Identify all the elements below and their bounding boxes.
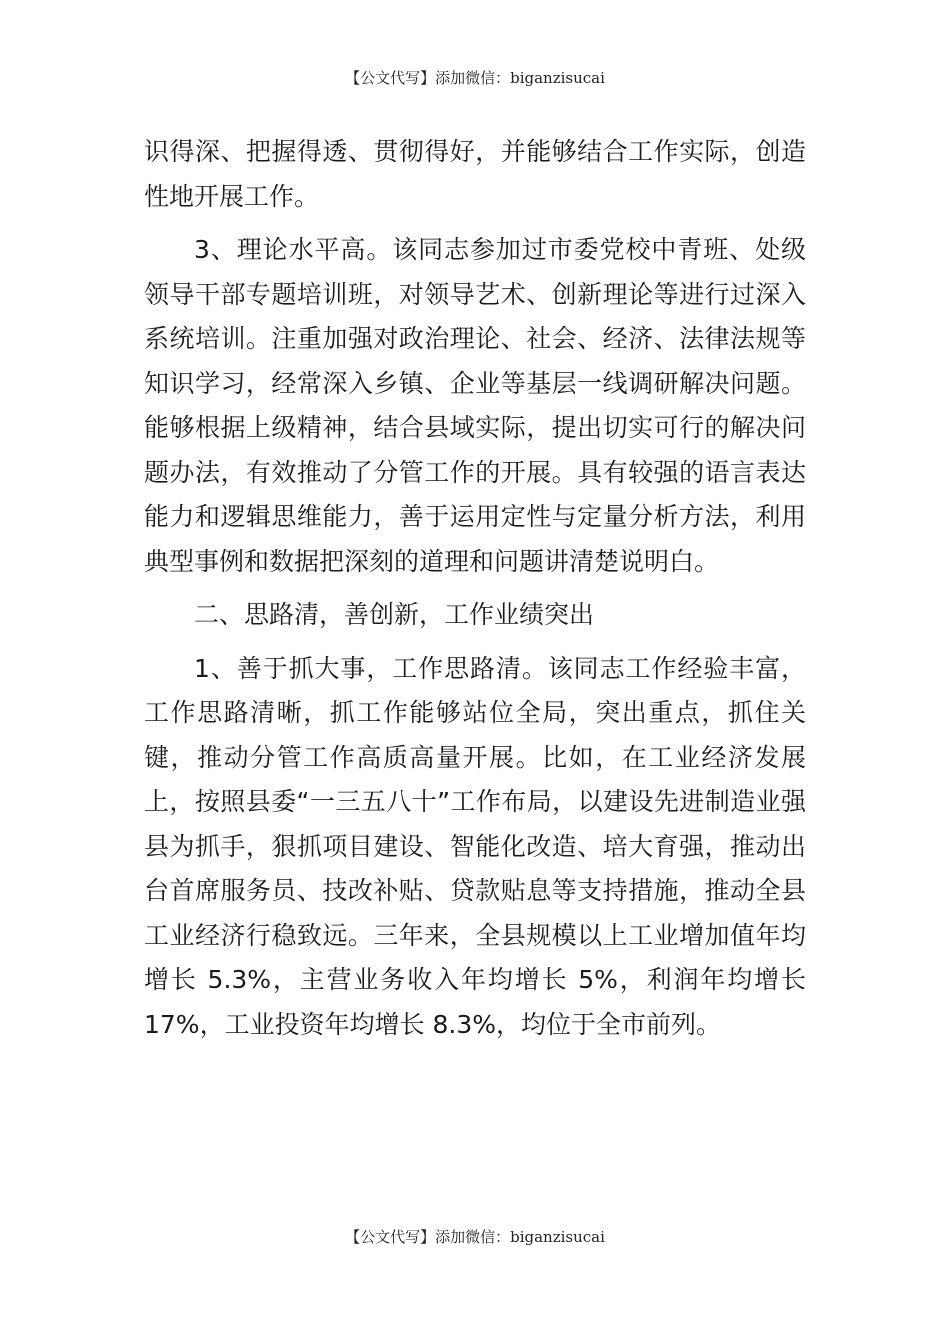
document-body [144,130,806,1056]
section-heading-two: 二、思路清，善创新，工作业绩突出 [194,600,595,629]
page-footer-watermark: 【公文代写】添加微信：biganzisucai [345,1228,605,1246]
paragraph-theory-level: 3、理论水平高。该同志参加过市委党校中青班、处级领导干部专题培训班，对领导艺术、创新理论等进行过深入系统培训。注重加强对政治理论、社会、经济、法律法规等知识学习，经常深入乡镇、企业等基层一线调研解决问题。能够根据上级精神，结合县域实际，提出切实可行的解决问题办法，有效推动了分管工作的开展。具有较强的语言表达能力和逻辑思维能力，善于运用定性与定量分析方法，利用典型事例和数据把深刻的道理和问题讲清楚说明白。 [144,235,806,576]
paragraph-continued: 识得深、把握得透、贯彻得好，并能够结合工作实际，创造性地开展工作。 [144,137,806,211]
paragraph-work-ideas: 1、善于抓大事，工作思路清。该同志工作经验丰富，工作思路清晰，抓工作能够站位全局，突出重点，抓住关键，推动分管工作高质高量开展。比如，在工业经济发展上，按照县委“一三五八十”工作布局，以建设先进制造业强县为抓手，狠抓项目建设、智能化改造、培大育强，推动出台首席服务员、技改补贴、贷款贴息等支持措施，推动全县工业经济行稳致远。三年来，全县规模以上工业增加值年均增长 5.3%，主营业务收入年均增长 5%，利润年均增长 17%，工业投资年均增长 8.3%，均位于全市前列。 [144,653,806,1039]
page-header-watermark: 【公文代写】添加微信：biganzisucai [345,69,605,87]
